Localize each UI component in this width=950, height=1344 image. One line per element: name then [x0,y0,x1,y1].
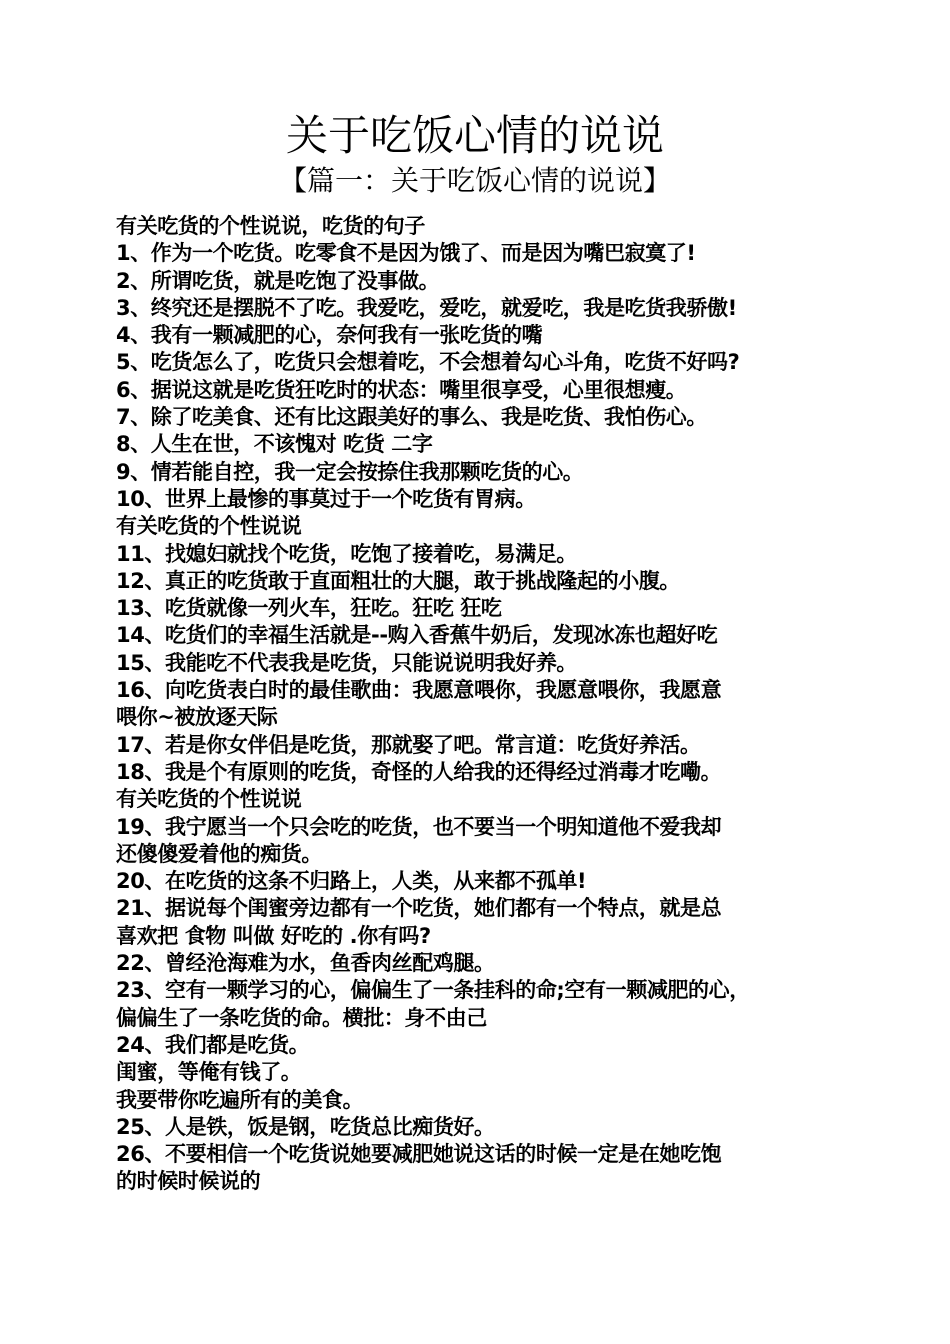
body-line: 还傻傻爱着他的痴货。 [116,841,322,866]
body-line: 17、若是你女伴侣是吃货，那就娶了吧。常言道：吃货好养活。 [116,732,701,757]
body-line: 2、所谓吃货，就是吃饱了没事做。 [116,268,440,293]
body-line: 有关吃货的个性说说 [116,787,302,812]
body-line: 5、吃货怎么了，吃货只会想着吃，不会想着勾心斗角，吃货不好吗? [116,350,740,375]
body-line: 有关吃货的个性说说 [116,514,302,539]
body-line: 22、曾经沧海难为水，鱼香肉丝配鸡腿。 [116,951,495,976]
body-line: 18、我是个有原则的吃货，奇怪的人给我的还得经过消毒才吃嘞。 [116,759,722,784]
body-line: 7、除了吃美食、还有比这跟美好的事么、我是吃货、我怕伤心。 [116,405,708,430]
body-line: 闺蜜，等俺有钱了。 [116,1060,302,1085]
body-line: 6、据说这就是吃货狂吃时的状态：嘴里很享受，心里很想瘦。 [116,377,687,402]
body-line: 喂你~被放逐天际 [116,705,278,730]
body-line: 20、在吃货的这条不归路上，人类，从来都不孤单! [116,869,587,894]
body-line: 16、向吃货表白时的最佳歌曲：我愿意喂你，我愿意喂你，我愿意 [116,678,722,703]
body-line: 1、作为一个吃货。吃零食不是因为饿了、而是因为嘴巴寂寞了! [116,241,696,266]
body-line: 3、终究还是摆脱不了吃。我爱吃，爱吃，就爱吃，我是吃货我骄傲! [116,295,737,320]
body-line: 13、吃货就像一列火车，狂吃。狂吃 狂吃 [116,596,502,621]
body-line: 25、人是铁，饭是钢，吃货总比痴货好。 [116,1114,495,1139]
body-line: 的时候时候说的 [116,1169,261,1194]
body-line: 偏偏生了一条吃货的命。横批：身不由己 [116,1005,487,1030]
body-line: 26、不要相信一个吃货说她要减肥她说这话的时候一定是在她吃饱 [116,1142,722,1167]
body-line: 24、我们都是吃货。 [116,1032,310,1057]
body-line: 11、找媳妇就找个吃货，吃饱了接着吃，易满足。 [116,541,578,566]
body-line: 15、我能吃不代表我是吃货，只能说说明我好养。 [116,650,578,675]
body-line: 10、世界上最惨的事莫过于一个吃货有胃病。 [116,486,536,511]
body-line: 4、我有一颗减肥的心，奈何我有一张吃货的嘴 [116,323,543,348]
section-heading: 【篇一：关于吃饭心情的说说】 [278,164,671,197]
body-line: 喜欢把 食物 叫做 好吃的 .你有吗? [116,923,431,948]
body-line: 19、我宁愿当一个只会吃的吃货，也不要当一个明知道他不爱我却 [116,814,722,839]
body-line: 有关吃货的个性说说，吃货的句子 [116,214,425,238]
page-title: 关于吃饭心情的说说 [285,111,664,160]
body-line: 8、人生在世，不该愧对 吃货 二字 [116,432,433,457]
body-line: 9、情若能自控，我一定会按捺住我那颗吃货的心。 [116,459,584,484]
body-line: 14、吃货们的幸福生活就是--购入香蕉牛奶后，发现冰冻也超好吃 [116,623,718,648]
body-line: 23、空有一颗学习的心，偏偏生了一条挂科的命;空有一颗减肥的心， [116,978,750,1003]
body-line: 12、真正的吃货敢于直面粗壮的大腿，敢于挑战隆起的小腹。 [116,568,681,593]
body-line: 我要带你吃遍所有的美食。 [116,1087,364,1112]
document-body [116,213,846,1196]
body-line: 21、据说每个闺蜜旁边都有一个吃货，她们都有一个特点，就是总 [116,896,722,921]
